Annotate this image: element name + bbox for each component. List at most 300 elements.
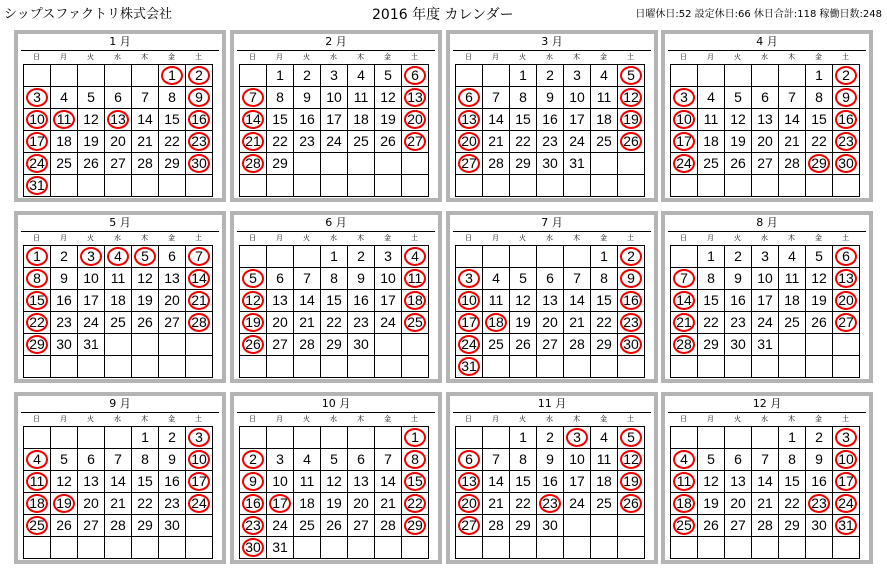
month-title: 8 月 (756, 216, 778, 229)
day-cell (832, 152, 860, 175)
empty-cell (455, 426, 483, 449)
empty-cell (455, 536, 483, 559)
day-number: 23 (191, 133, 207, 149)
day-cell (374, 514, 402, 537)
day-cell (724, 245, 752, 268)
day-number: 22 (784, 495, 800, 511)
day-number: 7 (249, 89, 257, 105)
day-cell (751, 267, 779, 290)
holiday-circle-icon (26, 154, 48, 173)
day-number: 15 (596, 292, 612, 308)
holiday-circle-icon (835, 132, 857, 151)
holiday-circle-icon (835, 313, 857, 332)
day-number: 18 (596, 473, 612, 489)
day-cell (617, 86, 645, 109)
day-number: 1 (141, 429, 149, 445)
weekday-header: 土 (411, 53, 418, 61)
weekday-header: 土 (411, 234, 418, 242)
day-cell (670, 289, 698, 312)
day-cell (320, 245, 348, 268)
day-cell (131, 152, 159, 175)
holiday-circle-icon (458, 357, 480, 376)
day-number: 6 (465, 89, 473, 105)
day-number: 16 (623, 292, 639, 308)
holiday-circle-icon (404, 291, 426, 310)
month-3 (446, 30, 658, 202)
day-number: 23 (353, 314, 369, 330)
day-cell (401, 108, 429, 131)
day-cell (23, 174, 51, 197)
day-number: 3 (195, 429, 203, 445)
day-number: 8 (815, 89, 823, 105)
empty-cell (131, 333, 159, 356)
weekday-header: 水 (761, 234, 768, 242)
holiday-circle-icon (242, 538, 264, 557)
day-cell (104, 289, 132, 312)
day-number: 30 (838, 155, 854, 171)
day-number: 13 (757, 111, 773, 127)
day-cell (751, 448, 779, 471)
holiday-circle-icon (620, 428, 642, 447)
day-cell (751, 152, 779, 175)
empty-cell (239, 355, 267, 378)
day-cell (751, 86, 779, 109)
day-cell (536, 64, 564, 87)
day-number: 27 (461, 517, 477, 533)
day-number: 16 (353, 292, 369, 308)
day-number: 29 (137, 517, 153, 533)
day-number: 27 (730, 517, 746, 533)
empty-cell (590, 152, 618, 175)
day-cell (131, 448, 159, 471)
day-cell (670, 333, 698, 356)
empty-cell (77, 64, 105, 87)
day-number: 25 (56, 155, 72, 171)
day-cell (617, 492, 645, 515)
day-cell (104, 245, 132, 268)
day-cell (239, 514, 267, 537)
weekday-header: 金 (384, 234, 391, 242)
holiday-circle-icon (835, 110, 857, 129)
day-cell (455, 130, 483, 153)
weekday-header: 日 (33, 53, 40, 61)
day-cell (158, 267, 186, 290)
day-number: 5 (249, 270, 257, 286)
day-cell (23, 267, 51, 290)
weekday-header: 火 (87, 234, 94, 242)
day-number: 17 (272, 495, 288, 511)
weekday-header: 月 (276, 234, 283, 242)
day-cell (590, 267, 618, 290)
empty-cell (482, 426, 510, 449)
day-number: 27 (164, 314, 180, 330)
day-number: 26 (623, 133, 639, 149)
day-number: 6 (546, 270, 554, 286)
day-number: 16 (191, 111, 207, 127)
empty-cell (320, 174, 348, 197)
day-number: 24 (83, 314, 99, 330)
day-number: 30 (164, 517, 180, 533)
empty-cell (239, 64, 267, 87)
day-cell (293, 470, 321, 493)
day-number: 12 (515, 292, 531, 308)
weekday-header: 木 (357, 415, 364, 423)
day-cell (455, 448, 483, 471)
empty-cell (563, 536, 591, 559)
day-cell (131, 108, 159, 131)
day-number: 3 (33, 89, 41, 105)
weekday-header: 土 (627, 234, 634, 242)
day-cell (347, 448, 375, 471)
day-number: 19 (137, 292, 153, 308)
day-number: 2 (195, 67, 203, 83)
day-number: 20 (407, 111, 423, 127)
empty-cell (617, 174, 645, 197)
day-cell (266, 64, 294, 87)
day-cell (185, 152, 213, 175)
empty-cell (50, 355, 78, 378)
day-cell (563, 64, 591, 87)
day-number: 3 (842, 429, 850, 445)
holiday-circle-icon (26, 88, 48, 107)
day-number: 17 (83, 292, 99, 308)
day-cell (509, 64, 537, 87)
day-cell (374, 470, 402, 493)
day-cell (104, 492, 132, 515)
day-number: 25 (407, 314, 423, 330)
day-cell (482, 514, 510, 537)
holiday-circle-icon (620, 66, 642, 85)
day-cell (50, 152, 78, 175)
day-number: 15 (164, 111, 180, 127)
day-number: 7 (114, 451, 122, 467)
day-cell (104, 86, 132, 109)
holiday-circle-icon (188, 154, 210, 173)
day-cell (266, 108, 294, 131)
day-cell (401, 86, 429, 109)
day-number: 24 (191, 495, 207, 511)
day-cell (266, 448, 294, 471)
day-number: 26 (56, 517, 72, 533)
empty-cell (724, 426, 752, 449)
empty-cell (158, 174, 186, 197)
day-cell (185, 289, 213, 312)
day-number: 11 (110, 270, 126, 286)
weekday-header: 金 (168, 234, 175, 242)
empty-cell (805, 536, 833, 559)
empty-cell (320, 355, 348, 378)
weekday-header: 月 (707, 415, 714, 423)
holiday-circle-icon (673, 335, 695, 354)
day-number: 20 (83, 495, 99, 511)
weekday-header: 火 (303, 415, 310, 423)
day-cell (266, 492, 294, 515)
day-number: 1 (276, 67, 284, 83)
day-number: 10 (461, 292, 477, 308)
holiday-circle-icon (188, 110, 210, 129)
day-number: 20 (272, 314, 288, 330)
empty-cell (401, 152, 429, 175)
holiday-circle-icon (620, 88, 642, 107)
day-cell (158, 426, 186, 449)
day-cell (158, 311, 186, 334)
day-number: 2 (303, 67, 311, 83)
day-number: 23 (623, 314, 639, 330)
day-number: 18 (407, 292, 423, 308)
day-number: 4 (680, 451, 688, 467)
weekday-header: 火 (734, 234, 741, 242)
day-cell (266, 267, 294, 290)
day-number: 4 (357, 67, 365, 83)
day-number: 1 (330, 248, 338, 264)
day-number: 22 (515, 495, 531, 511)
day-number: 18 (784, 292, 800, 308)
day-number: 23 (542, 495, 558, 511)
day-number: 5 (519, 270, 527, 286)
holiday-circle-icon (458, 88, 480, 107)
holiday-circle-icon (53, 494, 75, 513)
day-number: 17 (757, 292, 773, 308)
day-number: 20 (542, 314, 558, 330)
day-number: 12 (83, 111, 99, 127)
day-number: 5 (87, 89, 95, 105)
holiday-circle-icon (458, 472, 480, 491)
month-title: 10 月 (321, 397, 351, 410)
day-number: 25 (488, 336, 504, 352)
day-number: 9 (60, 270, 68, 286)
day-cell (751, 514, 779, 537)
empty-cell (347, 536, 375, 559)
holiday-circle-icon (242, 313, 264, 332)
day-number: 12 (137, 270, 153, 286)
day-number: 31 (757, 336, 773, 352)
weekday-header: 水 (761, 53, 768, 61)
day-number: 21 (110, 495, 126, 511)
day-number: 15 (515, 473, 531, 489)
day-cell (778, 267, 806, 290)
empty-cell (832, 536, 860, 559)
day-number: 31 (29, 177, 45, 193)
day-number: 7 (492, 89, 500, 105)
empty-cell (293, 174, 321, 197)
weekday-header: 木 (141, 234, 148, 242)
day-cell (563, 267, 591, 290)
holiday-circle-icon (835, 516, 857, 535)
empty-cell (374, 355, 402, 378)
holiday-circle-icon (835, 269, 857, 288)
day-cell (536, 152, 564, 175)
day-number: 25 (299, 517, 315, 533)
day-cell (670, 267, 698, 290)
day-number: 23 (838, 133, 854, 149)
empty-cell (347, 426, 375, 449)
empty-cell (778, 64, 806, 87)
day-cell (617, 245, 645, 268)
day-number: 6 (734, 451, 742, 467)
day-cell (832, 108, 860, 131)
empty-cell (832, 333, 860, 356)
day-number: 23 (245, 517, 261, 533)
day-number: 17 (191, 473, 207, 489)
day-number: 2 (357, 248, 365, 264)
empty-cell (482, 174, 510, 197)
day-number: 14 (784, 111, 800, 127)
month-7 (446, 211, 658, 383)
day-cell (131, 426, 159, 449)
day-cell (23, 492, 51, 515)
day-cell (347, 130, 375, 153)
day-cell (320, 448, 348, 471)
day-cell (401, 470, 429, 493)
day-number: 26 (83, 155, 99, 171)
day-number: 7 (761, 451, 769, 467)
empty-cell (77, 426, 105, 449)
day-cell (131, 311, 159, 334)
day-cell (131, 86, 159, 109)
day-number: 27 (757, 155, 773, 171)
day-number: 13 (272, 292, 288, 308)
day-number: 30 (542, 517, 558, 533)
day-number: 16 (245, 495, 261, 511)
day-number: 13 (542, 292, 558, 308)
empty-cell (401, 174, 429, 197)
day-number: 13 (730, 473, 746, 489)
day-cell (104, 130, 132, 153)
holiday-circle-icon (539, 494, 561, 513)
empty-cell (374, 152, 402, 175)
empty-cell (293, 355, 321, 378)
empty-cell (77, 536, 105, 559)
day-cell (239, 536, 267, 559)
day-number: 29 (326, 336, 342, 352)
day-cell (670, 86, 698, 109)
day-cell (724, 311, 752, 334)
empty-cell (131, 174, 159, 197)
day-number: 30 (730, 336, 746, 352)
holiday-circle-icon (458, 494, 480, 513)
month-5 (14, 211, 226, 383)
day-number: 7 (384, 451, 392, 467)
day-cell (320, 311, 348, 334)
day-cell (563, 152, 591, 175)
day-cell (778, 492, 806, 515)
day-cell (320, 470, 348, 493)
day-cell (778, 86, 806, 109)
holiday-circle-icon (620, 335, 642, 354)
day-cell (23, 448, 51, 471)
holiday-circle-icon (620, 313, 642, 332)
day-number: 13 (461, 111, 477, 127)
day-cell (724, 108, 752, 131)
day-number: 20 (353, 495, 369, 511)
month-title: 7 月 (541, 216, 563, 229)
empty-cell (778, 355, 806, 378)
day-number: 10 (569, 451, 585, 467)
day-cell (697, 514, 725, 537)
day-cell (805, 64, 833, 87)
day-cell (563, 86, 591, 109)
day-cell (509, 267, 537, 290)
day-number: 25 (353, 133, 369, 149)
holiday-circle-icon (404, 494, 426, 513)
day-number: 25 (596, 495, 612, 511)
day-number: 29 (407, 517, 423, 533)
day-number: 2 (734, 248, 742, 264)
day-cell (239, 333, 267, 356)
day-number: 27 (407, 133, 423, 149)
empty-cell (185, 333, 213, 356)
weekday-header: 日 (249, 234, 256, 242)
day-number: 19 (623, 111, 639, 127)
empty-cell (185, 536, 213, 559)
holiday-circle-icon (242, 110, 264, 129)
day-cell (563, 130, 591, 153)
day-cell (751, 470, 779, 493)
weekday-header: 木 (573, 234, 580, 242)
day-cell (805, 470, 833, 493)
empty-cell (104, 426, 132, 449)
holiday-circle-icon (242, 88, 264, 107)
holiday-circle-icon (458, 154, 480, 173)
day-number: 6 (357, 451, 365, 467)
empty-cell (347, 152, 375, 175)
day-number: 13 (110, 111, 126, 127)
empty-cell (23, 64, 51, 87)
day-cell (104, 514, 132, 537)
day-number: 24 (757, 314, 773, 330)
holiday-circle-icon (188, 291, 210, 310)
day-cell (778, 152, 806, 175)
weekday-header: 火 (303, 53, 310, 61)
day-cell (482, 130, 510, 153)
day-cell (670, 448, 698, 471)
day-cell (158, 64, 186, 87)
day-number: 4 (788, 248, 796, 264)
day-number: 9 (357, 270, 365, 286)
day-cell (536, 311, 564, 334)
day-number: 14 (380, 473, 396, 489)
holiday-circle-icon (161, 66, 183, 85)
day-number: 25 (703, 155, 719, 171)
day-cell (482, 311, 510, 334)
holiday-circle-icon (242, 450, 264, 469)
day-cell (131, 289, 159, 312)
day-number: 27 (110, 155, 126, 171)
empty-cell (805, 174, 833, 197)
day-number: 11 (29, 473, 45, 489)
holiday-circle-icon (835, 154, 857, 173)
day-number: 4 (114, 248, 122, 264)
day-cell (536, 426, 564, 449)
day-cell (778, 311, 806, 334)
day-cell (158, 245, 186, 268)
day-number: 5 (330, 451, 338, 467)
holiday-circle-icon (458, 313, 480, 332)
weekday-header: 月 (60, 415, 67, 423)
holiday-circle-icon (404, 313, 426, 332)
holiday-circle-icon (620, 472, 642, 491)
weekday-header: 火 (734, 53, 741, 61)
day-number: 31 (838, 517, 854, 533)
day-cell (239, 267, 267, 290)
day-number: 9 (249, 473, 257, 489)
day-cell (293, 448, 321, 471)
day-cell (158, 448, 186, 471)
empty-cell (617, 152, 645, 175)
day-number: 25 (29, 517, 45, 533)
day-number: 7 (492, 451, 500, 467)
weekday-header: 水 (546, 415, 553, 423)
